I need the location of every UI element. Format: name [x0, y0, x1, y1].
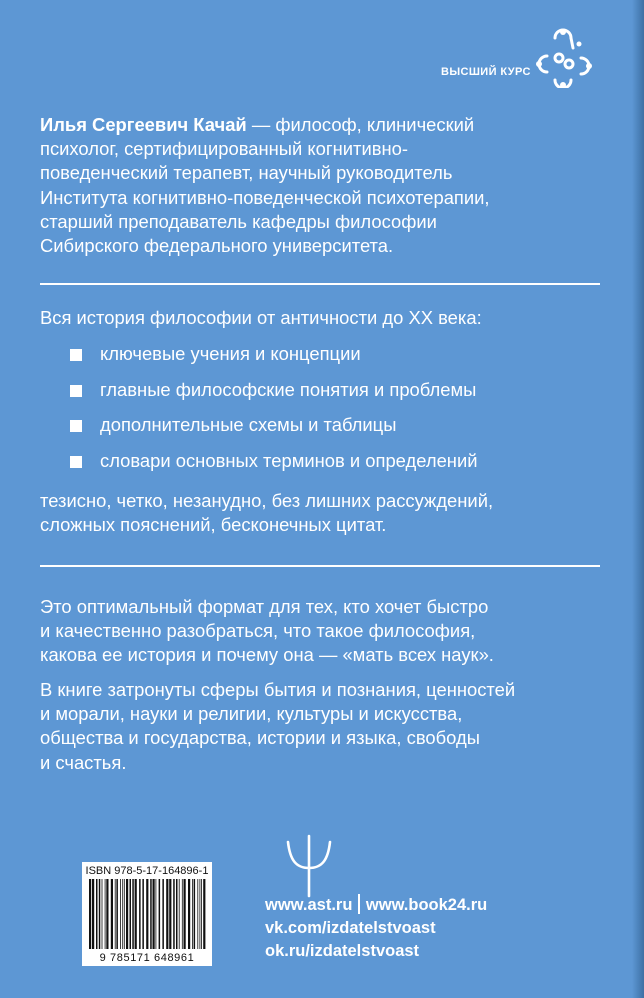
barcode-bar — [99, 879, 101, 949]
barcode-bar — [89, 879, 91, 949]
barcode-bar — [135, 879, 137, 949]
series-label: ВЫСШИЙ КУРС — [441, 66, 531, 78]
barcode-bar — [111, 879, 113, 949]
author-name: Илья Сергеевич Качай — [40, 114, 247, 135]
link-ok[interactable]: ok.ru/izdatelstvoast — [265, 942, 420, 960]
list-item — [70, 450, 478, 486]
barcode-bar — [162, 879, 164, 949]
divider — [40, 565, 600, 567]
paragraph-line: и счастья. — [40, 751, 127, 773]
barcode-bar — [106, 879, 108, 949]
barcode-bar — [197, 879, 198, 949]
barcode-bar — [116, 879, 118, 949]
barcode-bar — [192, 879, 193, 949]
barcode-bar — [105, 879, 106, 949]
bio-line: психолог, сертифицированный когнитивно- — [40, 138, 408, 160]
barcode-bar — [159, 879, 161, 949]
paragraph-line: общества и государства, истории и языка, свободы — [40, 727, 480, 749]
link-vk[interactable]: vk.com/izdatelstvoast — [265, 919, 436, 937]
barcode-bar — [184, 879, 186, 949]
barcode-bar — [188, 879, 190, 949]
divider — [40, 283, 600, 285]
barcode-bar — [176, 879, 178, 949]
barcode-bar — [200, 879, 201, 949]
barcode-bar — [166, 879, 168, 949]
paragraph — [40, 678, 600, 775]
barcode-bar — [153, 879, 155, 949]
summary-line: тезисно, четко, незанудно, без лишних рассуждений, — [40, 490, 494, 511]
barcode-bar — [179, 879, 180, 949]
barcode-bar — [130, 879, 132, 949]
barcode-bar — [201, 879, 202, 949]
barcode-bar — [194, 879, 196, 949]
paragraph — [40, 595, 600, 668]
bullet-square-icon — [70, 456, 82, 468]
barcode-bar — [156, 879, 157, 949]
feature-list — [70, 343, 478, 485]
paragraph-line: Это оптимальный формат для тех, кто хочет быстро — [40, 596, 489, 617]
barcode-bar — [132, 879, 134, 949]
barcode-bar — [120, 879, 121, 949]
paragraph-line: и морали, науки и религии, культуры и искусства, — [40, 703, 463, 725]
isbn-label: ISBN 978-5-17-164896-1 — [85, 865, 209, 877]
author-bio — [40, 113, 600, 258]
paragraph-line: В книге затронуты сферы бытия и познания, ценностей — [40, 679, 516, 700]
barcode-bar — [115, 879, 116, 949]
link-book24[interactable]: www.book24.ru — [365, 896, 488, 914]
list-item-label: ключевые учения и концепции — [100, 343, 361, 364]
barcode-bar — [169, 879, 171, 949]
paragraph-line: какова ее история и почему она — «мать всех наук». — [40, 644, 494, 666]
bullet-square-icon — [70, 349, 82, 361]
bio-line: — философ, клинический — [246, 114, 475, 135]
bio-line: Сибирского федерального университета. — [40, 235, 394, 257]
barcode-digits: 9 785171 648961 — [99, 952, 195, 964]
barcode-bar — [124, 879, 125, 949]
list-item — [70, 379, 478, 415]
barcode-bar — [126, 879, 128, 949]
bio-line: поведенческий терапевт, научный руководитель — [40, 162, 453, 184]
barcode — [82, 862, 212, 966]
list-item — [70, 343, 478, 379]
bio-line: старший преподаватель кафедры философии — [40, 210, 437, 232]
summary-text — [40, 489, 600, 537]
barcode-bar — [92, 879, 94, 949]
bullet-square-icon — [70, 385, 82, 397]
list-item-label: словари основных терминов и определений — [100, 449, 478, 471]
list-item-label: главные философские понятия и проблемы — [100, 378, 477, 400]
paragraph-line: и качественно разобраться, что такое философия, — [40, 620, 476, 642]
series-logo-icon — [535, 28, 593, 88]
bio-line: Института когнитивно-поведенческой психотерапии, — [40, 186, 490, 208]
barcode-bar — [173, 879, 175, 949]
barcode-bar — [96, 879, 98, 949]
barcode-bar — [150, 879, 152, 949]
list-item — [70, 414, 478, 450]
summary-line: сложных пояснений, бесконечных цитат. — [40, 514, 387, 536]
link-separator — [358, 894, 360, 914]
barcode-bar — [102, 879, 103, 949]
barcode-bar — [203, 879, 205, 949]
publisher-links — [265, 894, 487, 963]
barcode-bar — [146, 879, 148, 949]
barcode-bar — [142, 879, 144, 949]
link-ast[interactable]: www.ast.ru — [265, 896, 353, 914]
barcode-bar — [182, 879, 183, 949]
barcode-bar — [122, 879, 123, 949]
list-item-label: дополнительные схемы и таблицы — [100, 414, 397, 435]
psi-symbol-icon — [284, 834, 334, 898]
barcode-bars — [88, 879, 206, 949]
links-row — [265, 894, 487, 917]
intro-text: Вся история философии от античности до XX века: — [40, 307, 482, 328]
bullet-square-icon — [70, 420, 82, 432]
barcode-bar — [139, 879, 141, 949]
cover-edge — [632, 0, 644, 998]
